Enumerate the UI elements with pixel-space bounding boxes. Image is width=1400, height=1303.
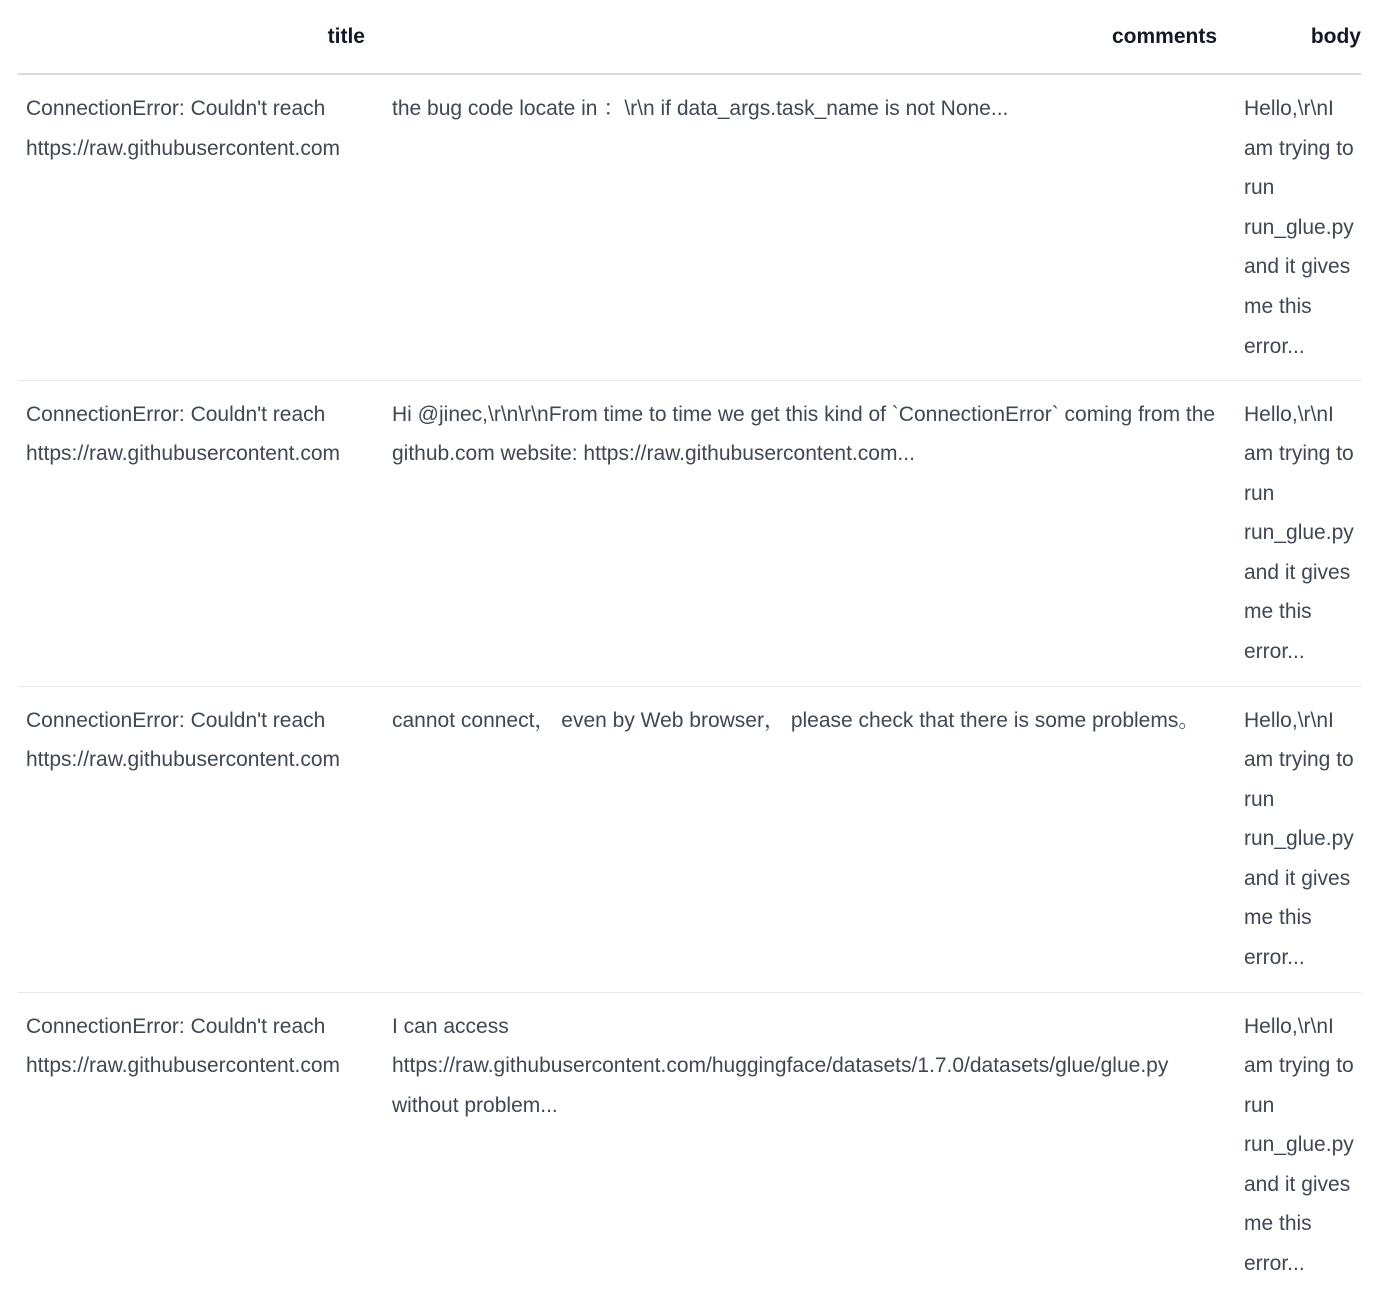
issues-table xyxy=(18,0,1361,1298)
cell-comments: cannot connect， even by Web browser， please check that there is some problems。 xyxy=(392,708,1200,732)
cell-title: ConnectionError: Couldn't reach https://raw.githubusercontent.com xyxy=(26,97,341,160)
table-row xyxy=(18,992,1361,1298)
cell-body: Hello,\r\nI am trying to run run_glue.py and it gives me this error... xyxy=(1244,97,1354,358)
table-body xyxy=(18,74,1361,1298)
cell-body: Hello,\r\nI am trying to run run_glue.py and it gives me this error... xyxy=(1244,708,1354,970)
table-row xyxy=(18,380,1361,686)
header-row xyxy=(18,0,1361,74)
column-header-title[interactable]: title xyxy=(18,0,374,74)
cell-body: Hello,\r\nI am trying to run run_glue.py and it gives me this error... xyxy=(1244,402,1354,664)
column-header-body[interactable]: body xyxy=(1226,0,1361,74)
cell-comments: the bug code locate in ：\r\n if data_args.task_name is not None... xyxy=(392,97,1009,120)
cell-title: ConnectionError: Couldn't reach https://raw.githubusercontent.com xyxy=(26,402,341,466)
table-row xyxy=(18,686,1361,992)
table-row xyxy=(18,74,1361,380)
cell-comments: I can access https://raw.githubusercontent.com/huggingface/datasets/1.7.0/datasets/glue/glue.py without problem... xyxy=(392,1014,1169,1117)
column-header-comments[interactable]: comments xyxy=(374,0,1226,74)
cell-comments: Hi @jinec,\r\n\r\nFrom time to time we get this kind of `ConnectionError` coming from the github.com website: https://raw.githubusercontent.com... xyxy=(392,402,1216,466)
cell-title: ConnectionError: Couldn't reach https://raw.githubusercontent.com xyxy=(26,1014,341,1078)
cell-body: Hello,\r\nI am trying to run run_glue.py and it gives me this error... xyxy=(1244,1014,1354,1276)
table-header xyxy=(18,0,1361,74)
data-table-container xyxy=(18,0,1361,1298)
cell-title: ConnectionError: Couldn't reach https://raw.githubusercontent.com xyxy=(26,708,341,772)
